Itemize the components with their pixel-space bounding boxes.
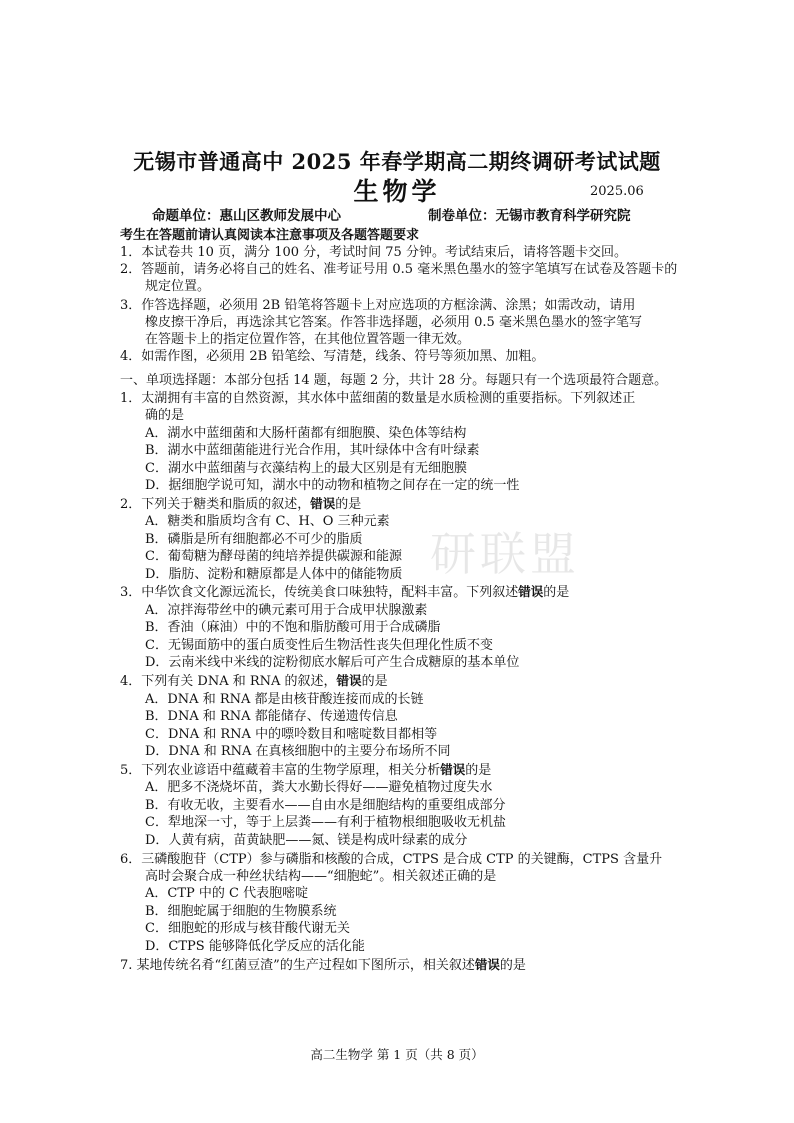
question-stem [120,498,361,511]
answer-option: D．脂肪、淀粉和糖原都是人体中的储能物质 [145,567,403,582]
watermark: 研联盟 [430,527,580,581]
instruction-item: 橡皮擦干净后，再选涂其它答案。作答非选择题，必须用 0.5 毫米黑色墨水的签字笔写 [145,315,642,330]
emphasis-wrong: 错误 [518,584,544,599]
stem-text: 2．下列关于糖类和脂质的叙述， [120,497,311,512]
instructions-heading: 考生在答题前请认真阅读本注意事项及各题答题要求 [120,228,420,243]
answer-option: B．有收无收，主要看水——自由水是细胞结构的重要组成部分 [145,798,506,813]
question-stem: 6．三磷酸胞苷（CTP）参与磷脂和核酸的合成，CTPS 是合成 CTP 的关键酶，CTPS 含量升 [120,852,663,867]
exam-title: 无锡市普通高中 2025 年春学期高二期终调研考试试题 [133,149,661,174]
answer-option: A．CTP 中的 C 代表胞嘧啶 [145,886,309,901]
answer-option: B．香油（麻油）中的不饱和脂肪酸可用于合成磷脂 [145,620,441,635]
answer-option: A．湖水中蓝细菌和大肠杆菌都有细胞膜、染色体等结构 [145,426,467,441]
question-stem: 1．太湖拥有丰富的自然资源，其水体中蓝细菌的数量是水质检测的重要指标。下列叙述正 [120,391,636,406]
answer-option: B．磷脂是所有细胞都必不可少的脂质 [145,532,363,547]
emphasis-wrong: 错误 [336,673,362,688]
answer-option: B．DNA 和 RNA 都能储存、传递遗传信息 [145,709,398,724]
answer-option: D．据细胞学说可知，湖水中的动物和植物之间存在一定的统一性 [145,478,520,493]
stem-text: 7. 某地传统名肴“红菌豆渣”的生产过程如下图所示，相关叙述 [120,958,475,973]
answer-option: C．细胞蛇的形成与核苷酸代谢无关 [145,921,350,936]
answer-option: A．DNA 和 RNA 都是由核苷酸连接而成的长链 [145,692,424,707]
stem-text: 的是 [465,763,492,778]
stem-text: 的是 [361,674,388,689]
question-stem [120,764,491,777]
instruction-item: 2．答题前，请务必将自己的姓名、准考证号用 0.5 毫米黑色墨水的签字笔填写在试卷及答题卡的 [120,262,678,277]
stem-text: 3．中华饮食文化源远流长，传统美食口味独特，配料丰富。下列叙述 [120,585,519,600]
emphasis-wrong: 错误 [310,496,336,511]
stem-text: 的是 [499,958,526,973]
section-heading: 一、单项选择题：本部分包括 14 题，每题 2 分，共计 28 分。每题只有一个选项最符合题意。 [120,373,668,388]
subject-title: 生物学 [353,177,441,206]
stem-text: 的是 [335,497,362,512]
question-stem: 确的是 [145,408,185,423]
instruction-item: 规定位置。 [145,279,211,294]
answer-option: D．CTPS 能够降低化学反应的活化能 [145,939,365,954]
answer-option: B．湖水中蓝细菌能进行光合作用，其叶绿体中含有叶绿素 [145,443,480,458]
question-stem [120,959,526,972]
stem-text: 4．下列有关 DNA 和 RNA 的叙述， [120,674,337,689]
instruction-item: 4．如需作图，必须用 2B 铅笔绘、写清楚，线条、符号等须加黑、加粗。 [120,349,545,364]
stem-text: 5．下列农业谚语中蕴藏着丰富的生物学原理，相关分析 [120,763,441,778]
answer-option: A．凉拌海带丝中的碘元素可用于合成甲状腺激素 [145,603,428,618]
answer-option: C．DNA 和 RNA 中的嘌呤数目和嘧啶数目都相等 [145,727,438,742]
answer-option: A．糖类和脂质均含有 C、H、O 三种元素 [145,514,390,529]
instruction-item: 3．作答选择题，必须用 2B 铅笔将答题卡上对应选项的方框涂满、涂黑；如需改动，请用 [120,298,636,313]
answer-option: D．云南米线中米线的淀粉彻底水解后可产生合成糖原的基本单位 [145,655,520,670]
page-footer: 高二生物学 第 1 页（共 8 页） [310,1047,484,1062]
proposition-unit: 命题单位：惠山区教师发展中心 [152,208,341,224]
answer-option: C．无锡面筋中的蛋白质变性后生物活性丧失但理化性质不变 [145,638,493,653]
answer-option: A．肥多不浇烧坏苗，粪大水勤长得好——避免植物过度失水 [145,780,493,795]
printing-unit: 制卷单位：无锡市教育科学研究院 [428,208,631,224]
exam-date: 2025.06 [590,184,644,199]
emphasis-wrong: 错误 [474,957,500,972]
instruction-item: 1．本试卷共 10 页，满分 100 分，考试时间 75 分钟。考试结束后，请将答题卡交回。 [120,245,627,260]
question-stem: 高时会聚合成一种丝状结构——“细胞蛇”。相关叙述正确的是 [145,869,497,884]
answer-option: C．湖水中蓝细菌与衣藻结构上的最大区别是有无细胞膜 [145,461,467,476]
stem-text: 的是 [543,585,570,600]
question-stem [120,675,388,688]
answer-option: B．细胞蛇属于细胞的生物膜系统 [145,904,337,919]
instruction-item: 在答题卡上的指定位置作答，在其他位置答题一律无效。 [145,332,471,347]
answer-option: D．DNA 和 RNA 在真核细胞中的主要分布场所不同 [145,744,451,759]
answer-option: D．人黄有病，苗黄缺肥——氮、镁是构成叶绿素的成分 [145,833,468,848]
answer-option: C．犁地深一寸，等于上层粪——有利于植物根细胞吸收无机盐 [145,815,506,830]
emphasis-wrong: 错误 [440,762,466,777]
answer-option: C．葡萄糖为酵母菌的纯培养提供碳源和能源 [145,549,402,564]
question-stem [120,586,569,599]
